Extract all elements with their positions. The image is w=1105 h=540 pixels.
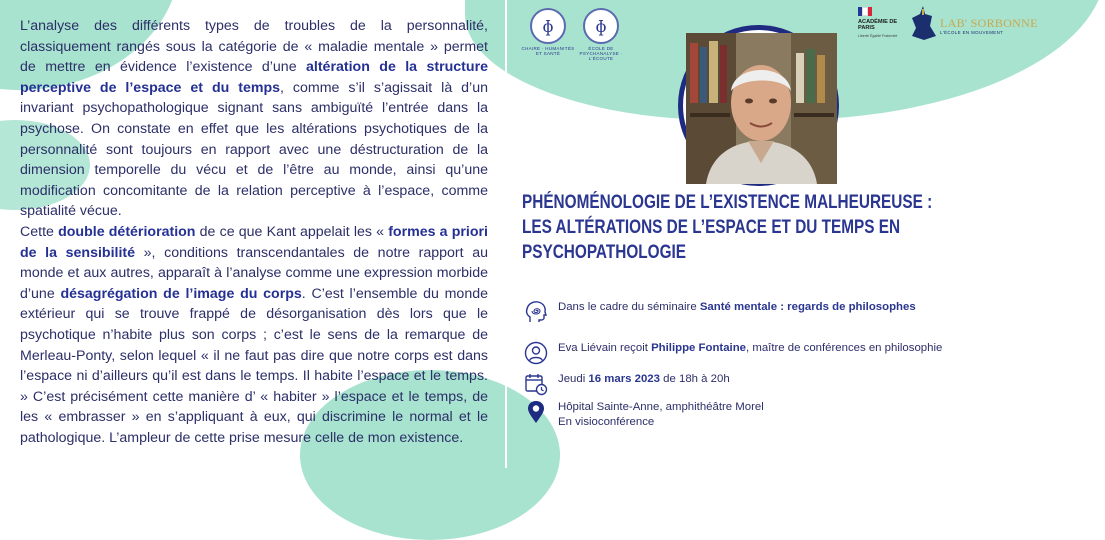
- academie-logo: [858, 7, 902, 38]
- paragraph-2: [20, 222, 488, 449]
- ecole-logo: [579, 8, 631, 61]
- sorbonne-emblem-icon: [910, 6, 936, 40]
- map-pin-icon: [524, 400, 548, 424]
- host-text: [558, 341, 942, 356]
- date-text: [558, 372, 730, 387]
- speaker-photo: [683, 30, 834, 181]
- sorbonne-wordmark: LAB' SORBONNE: [940, 16, 1038, 30]
- venue-info-row: [524, 400, 764, 430]
- speaker-portrait: [678, 25, 839, 186]
- event-title-line-1: PHÉNOMÉNOLOGIE DE L’EXISTENCE MALHEUREUSE :: [522, 192, 933, 213]
- panel-divider: [505, 0, 507, 468]
- event-title-line-3: PSYCHOPATHOLOGIE: [522, 242, 687, 263]
- french-flag-icon: [858, 7, 872, 16]
- venue-text: [558, 400, 764, 430]
- lab-sorbonne-logo: [910, 4, 1038, 46]
- seminar-text: [558, 300, 916, 315]
- academie-name: ACADÉMIE DE PARIS: [858, 19, 898, 32]
- paragraph-1-text-b: , comme s’il s’agissait là d’un invariant psychopathologique signant sans ambiguïté l’entrée dans la psychose. On constate en effet que les altérations psychotiques de la personnalité sont toujours en rapport avec une déstructuration de la dimension temporelle du vécu et de l’être au monde, ainsi qu’une modification concomitante de la relation perceptive à l’espace, comme spatialité vécue.: [20, 79, 488, 220]
- host-prefix: Eva Liévain reçoit: [558, 342, 652, 354]
- guest-role: , maître de conférences en philosophie: [746, 342, 943, 354]
- seminar-info-row: [524, 300, 916, 324]
- paragraph-1-emphasis: altération de la structure perceptive de l’espace et du temps: [20, 59, 488, 96]
- event-date: 16 mars 2023: [588, 373, 660, 385]
- venue-name: Hôpital Sainte-Anne, amphithéâtre Morel: [558, 401, 764, 413]
- body-text: [20, 16, 488, 448]
- event-title-line-2: LES ALTÉRATIONS DE L’ESPACE ET DU TEMPS EN: [522, 217, 901, 238]
- head-spiral-icon: [524, 300, 548, 324]
- date-prefix: Jeudi: [558, 373, 589, 385]
- paragraph-1: [20, 16, 488, 222]
- academie-motto: Liberté Égalité Fraternité: [858, 33, 898, 38]
- paragraph-2-emphasis-2: formes a priori de la sensibilité: [20, 223, 489, 261]
- chaire-caption: CHAIRE · HUMANITÉS ET SANTÉ: [521, 46, 575, 56]
- remote-option: En visioconférence: [558, 416, 655, 428]
- paragraph-2-text-d: . C’est l’ensemble du monde extérieur qui se trouve frappé de désorganisation dès lors que le psychotique n’habite plus son corps ; c’est le sens de la remarque de Merleau-Ponty, selon lequel « il ne faut pas dire que notre corps est dans l’espace ni d’ailleurs qu’il est dans le temps. Il habite l’espace et le temps. » C’est précisément cette manière d’ « habiter » l’espace et le temps, de les « embrasser » en s’appliquant à eux, qui discrimine le normal et le pathologique. L’ampleur de cette prise mesure celle de mon existence.: [20, 285, 488, 446]
- sorbonne-tagline: L'ÉCOLE EN MOUVEMENT: [940, 30, 1004, 35]
- ecole-emblem-icon: ɸ: [583, 8, 619, 44]
- person-icon: [524, 341, 548, 365]
- event-time: de 18h à 20h: [659, 373, 730, 385]
- paragraph-2-text-b: de ce que Kant appelait les «: [195, 223, 389, 240]
- paragraph-2-text-a: Cette: [20, 223, 59, 240]
- event-title: [522, 190, 994, 265]
- ecole-caption: ÉCOLE DE PSYCHANALYSE · L'ÉCOUTE: [579, 46, 623, 61]
- paragraph-2-emphasis-1: double détérioration: [58, 223, 196, 240]
- host-info-row: [524, 341, 942, 365]
- calendar-clock-icon: [524, 372, 548, 396]
- chaire-emblem-icon: ɸ: [530, 8, 566, 44]
- date-info-row: [524, 372, 730, 396]
- paragraph-1-text-a: L’analyse des différents types de troubles de la personnalité, classiquement rangés sous la catégorie de « maladie mentale » permet de mettre en évidence l’existence d’une: [20, 18, 488, 76]
- seminar-name: Santé mentale : regards de philosophes: [699, 301, 916, 313]
- paragraph-2-emphasis-3: désagrégation de l’image du corps: [60, 285, 302, 302]
- guest-name: Philippe Fontaine: [651, 342, 747, 354]
- seminar-prefix: Dans le cadre du séminaire: [558, 301, 700, 313]
- paragraph-2-text-c: », conditions transcendantales de notre rapport au monde et aux autres, apparaît à l’analyse comme une expression morbide d’une: [20, 244, 488, 302]
